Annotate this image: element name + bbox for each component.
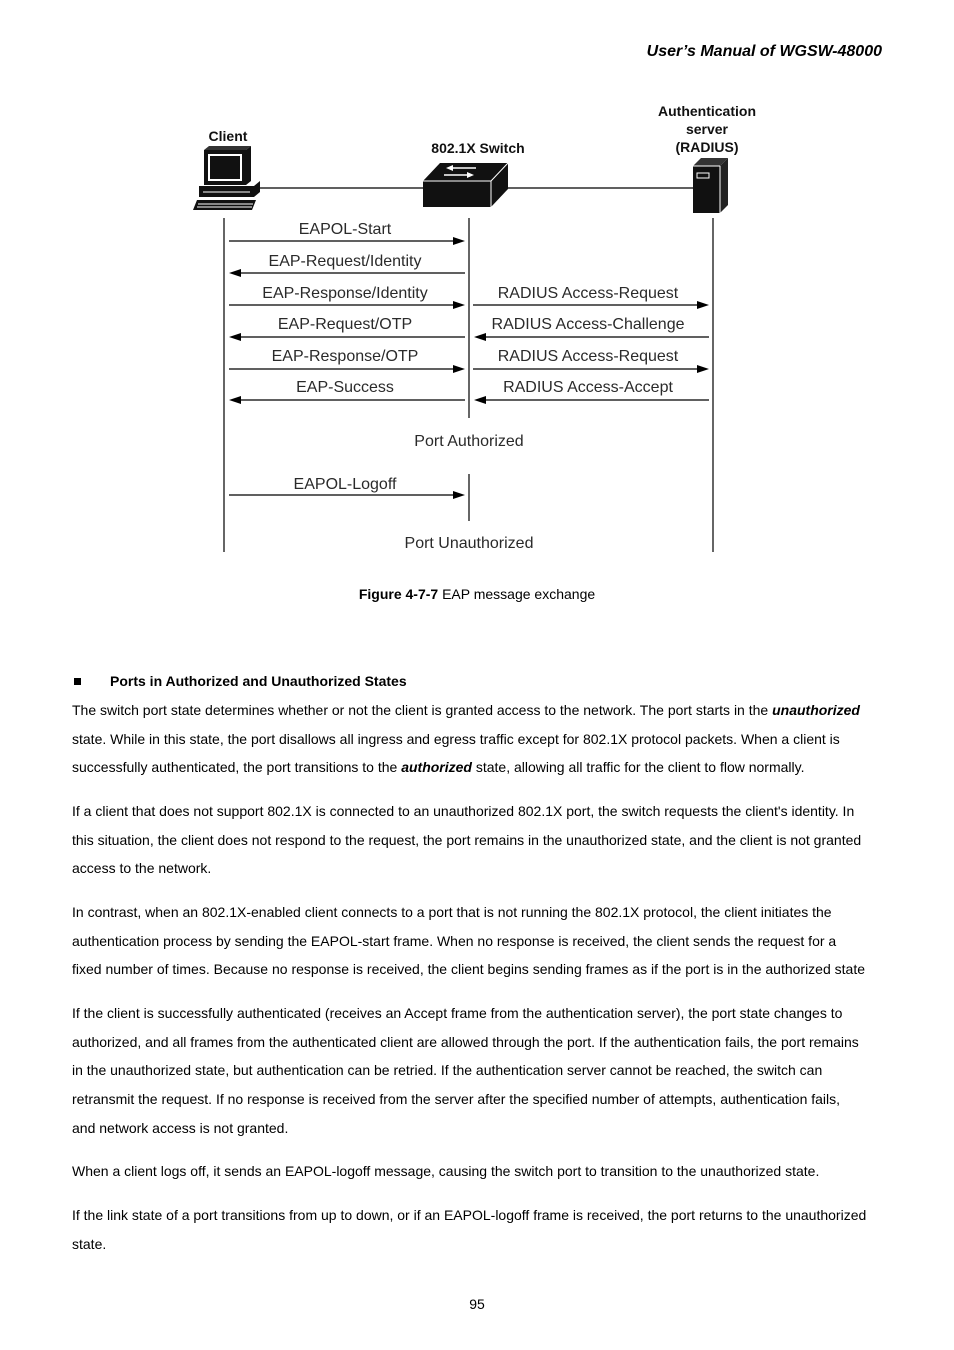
paragraph-line: If a client that does not support 802.1X is connected to an unauthorized 802.1X port, the switch requests the client's identity. In <box>72 803 855 819</box>
port-authorized-label: Port Authorized <box>414 433 524 450</box>
switch-icon <box>423 163 508 207</box>
line-text: state, allowing all traffic for the client to flow normally. <box>475 759 805 776</box>
message-arrow <box>229 365 465 373</box>
message-label: EAPOL-Logoff <box>293 476 397 493</box>
message-label: EAP-Response/OTP <box>271 348 419 365</box>
switch-label: 802.1X Switch <box>431 140 525 156</box>
paragraph-line: If the client is successfully authenticated (receives an Accept frame from the authentication server), the port state changes to <box>72 1005 843 1021</box>
radius-server-icon <box>693 158 728 213</box>
message-arrow <box>229 333 465 341</box>
server-label-line: server <box>685 121 729 137</box>
paragraph-line: this situation, the client does not respond to the request, the port remains in the unauthorized state, and the client is not granted <box>72 831 862 848</box>
message-arrow <box>474 396 709 404</box>
message-label: EAP-Request/Identity <box>268 253 422 270</box>
message-label: RADIUS Access-Request <box>497 285 679 302</box>
figure-caption <box>0 584 954 604</box>
message-label: RADIUS Access-Challenge <box>491 316 685 333</box>
paragraph-line: state. While in this state, the port disallows all ingress and egress traffic except for 802.1X protocol packets. When a client is <box>72 730 840 747</box>
message-arrow <box>229 237 465 245</box>
message-label: EAP-Response/Identity <box>262 285 428 302</box>
client-pc-icon <box>193 146 260 210</box>
server-label-line: (RADIUS) <box>675 139 739 155</box>
emphasis-text: authorized <box>401 759 472 776</box>
message-arrow <box>229 301 465 309</box>
message-arrow <box>473 301 709 309</box>
client-label: Client <box>208 128 248 144</box>
line-text: successfully authenticated, the port transitions to the <box>72 759 398 776</box>
paragraph-line: fixed number of times. Because no response is received, the client begins sending frames as if the port is in the authorized state <box>72 961 865 978</box>
paragraph-line: In contrast, when an 802.1X-enabled client connects to a port that is not running the 802.1X protocol, the client initiates the <box>72 904 832 920</box>
filled-square-bullet-icon <box>74 678 81 685</box>
body-paragraph <box>72 999 912 1142</box>
paragraph-line: authentication process by sending the EAPOL-start frame. When no response is received, the client sends the request for a <box>72 932 837 949</box>
server-label-line: Authentication <box>658 103 756 119</box>
emphasis-text: unauthorized <box>772 702 860 718</box>
body-paragraph <box>72 797 912 883</box>
line-text: The switch port state determines whether or not the client is granted access to the network. The port starts in the <box>72 702 769 718</box>
paragraph-line: If the link state of a port transitions from up to down, or if an EAPOL-logoff frame is received, the port returns to the unauthorized <box>72 1207 867 1223</box>
body-paragraph <box>72 1201 912 1258</box>
body-paragraph <box>72 1157 912 1186</box>
message-arrow <box>473 365 709 373</box>
message-label: RADIUS Access-Request <box>497 348 679 365</box>
message-label: RADIUS Access-Accept <box>503 379 673 396</box>
figure-caption-text: EAP message exchange <box>442 586 596 602</box>
message-label: EAP-Success <box>296 379 394 396</box>
message-arrow <box>474 333 709 341</box>
paragraph-line: in the unauthorized state, but authentication can be retried. If the authentication server cannot be reached, the switch can <box>72 1062 823 1079</box>
figure-number: Figure 4-7-7 <box>358 586 439 602</box>
manual-header-title: User’s Manual of WGSW-48000 <box>646 43 882 60</box>
paragraph-line <box>72 696 912 725</box>
body-paragraph <box>72 696 912 782</box>
paragraph-line: and network access is not granted. <box>72 1119 289 1136</box>
paragraph-line <box>72 753 912 782</box>
paragraph-line: authorized, and all frames from the authenticated client are allowed through the port. If the authentication fails, the port remains <box>72 1033 859 1050</box>
page-number: 95 <box>469 1296 485 1312</box>
port-unauthorized-label: Port Unauthorized <box>404 535 534 552</box>
paragraph-line: state. <box>72 1235 107 1252</box>
message-arrow <box>229 269 465 277</box>
eap-message-exchange-diagram <box>0 0 954 600</box>
message-label: EAP-Request/OTP <box>277 316 413 333</box>
body-paragraph <box>72 898 912 984</box>
paragraph-line: When a client logs off, it sends an EAPOL-logoff message, causing the switch port to transition to the unauthorized state. <box>72 1163 820 1179</box>
message-label: EAPOL-Start <box>298 221 392 238</box>
section-heading: Ports in Authorized and Unauthorized States <box>110 673 407 689</box>
message-arrow <box>229 396 465 404</box>
paragraph-line: access to the network. <box>72 860 212 877</box>
paragraph-line: retransmit the request. If no response is received from the server after the specified number of attempts, authentication fails, <box>72 1091 841 1108</box>
